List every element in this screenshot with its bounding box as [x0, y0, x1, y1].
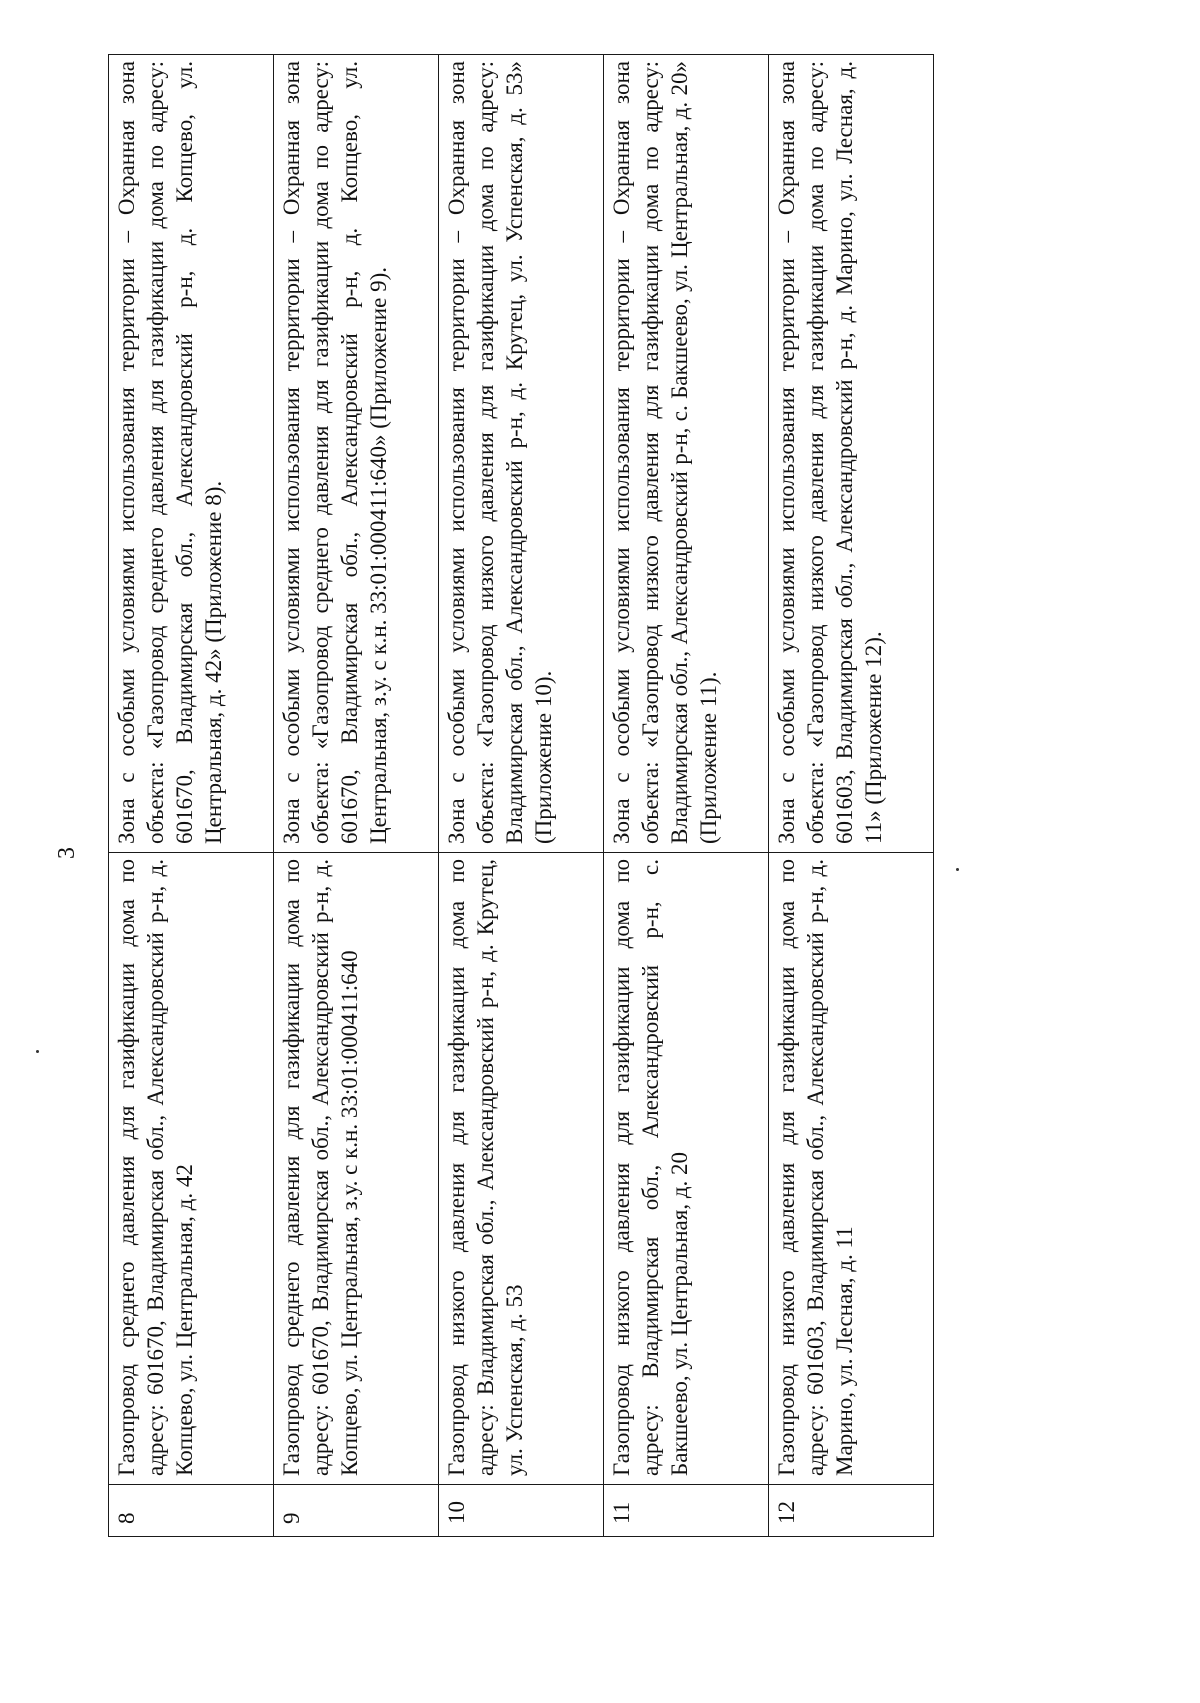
table-row	[109, 55, 274, 1537]
scan-speck	[36, 1050, 39, 1053]
object-description: Газопровод низкого давления для газификации дома по адресу: Владимирская обл., Александровский р-н, с. Бакшеево, ул. Центральная, д. 20	[604, 853, 769, 1485]
row-number: 12	[769, 1485, 934, 1537]
zone-description: Зона с особыми условиями использования территории – Охранная зона объекта: «Газопровод низкого давления для газификации дома по адресу: Владимирская обл., Александровский р-н, с. Бакшеево, ул. Центральная, д. 20» (Приложение 11).	[604, 55, 769, 853]
scan-speck	[956, 868, 959, 871]
zone-description: Зона с особыми условиями использования территории – Охранная зона объекта: «Газопровод низкого давления для газификации дома по адресу: 601603, Владимирская обл., Александровский р-н, д. Марино, ул. Лесная, д. 11» (Приложение 12).	[769, 55, 934, 853]
table-row	[439, 55, 604, 1537]
table-row	[769, 55, 934, 1537]
object-description: Газопровод среднего давления для газификации дома по адресу: 601670, Владимирская обл., Александровский р-н, д. Копцево, ул. Центральная, з.у. с к.н. 33:01:000411:640	[274, 853, 439, 1485]
table-row	[604, 55, 769, 1537]
zone-description: Зона с особыми условиями использования территории – Охранная зона объекта: «Газопровод среднего давления для газификации дома по адресу: 601670, Владимирская обл., Александровский р-н, д. Копцево, ул. Центральная, д. 42» (Приложение 8).	[109, 55, 274, 853]
row-number: 9	[274, 1485, 439, 1537]
zone-description: Зона с особыми условиями использования территории – Охранная зона объекта: «Газопровод низкого давления для газификации дома по адресу: Владимирская обл., Александровский р-н, д. Крутец, ул. Успенская, д. 53» (Приложение 10).	[439, 55, 604, 853]
row-number: 8	[109, 1485, 274, 1537]
object-description: Газопровод низкого давления для газификации дома по адресу: Владимирская обл., Александровский р-н, д. Крутец, ул. Успенская, д. 53	[439, 853, 604, 1485]
zone-description: Зона с особыми условиями использования территории – Охранная зона объекта: «Газопровод среднего давления для газификации дома по адресу: 601670, Владимирская обл., Александровский р-н, д. Копцево, ул. Центральная, з.у. с к.н. 33:01:000411:640» (Приложение 9).	[274, 55, 439, 853]
row-number: 11	[604, 1485, 769, 1537]
registry-table-rotated	[108, 55, 934, 1537]
registry-table	[108, 54, 934, 1537]
row-number: 10	[439, 1485, 604, 1537]
page-number: 3	[54, 847, 80, 859]
table-row	[274, 55, 439, 1537]
object-description: Газопровод среднего давления для газификации дома по адресу: 601670, Владимирская обл., Александровский р-н, д. Копцево, ул. Центральная, д. 42	[109, 853, 274, 1485]
object-description: Газопровод низкого давления для газификации дома по адресу: 601603, Владимирская обл., Александровский р-н, д. Марино, ул. Лесная, д. 11	[769, 853, 934, 1485]
